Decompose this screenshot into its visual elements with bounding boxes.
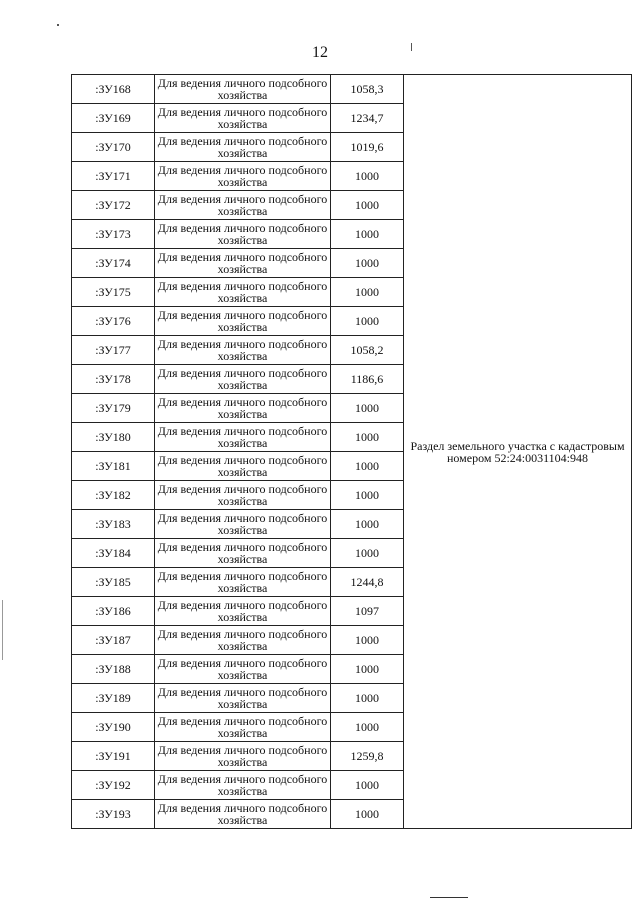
plot-id-cell: :ЗУ183: [72, 510, 155, 539]
plot-area-cell: 1000: [331, 307, 404, 336]
table-row: [72, 75, 632, 104]
plot-id-cell: :ЗУ177: [72, 336, 155, 365]
plot-id-cell: :ЗУ189: [72, 684, 155, 713]
plot-area-cell: 1000: [331, 220, 404, 249]
plot-area-cell: 1000: [331, 191, 404, 220]
scan-speck: [57, 24, 59, 26]
subdivision-note-cell: Раздел земельного участка с кадастровым номером 52:24:0031104:948: [404, 75, 632, 829]
plot-area-cell: 1244,8: [331, 568, 404, 597]
plot-id-cell: :ЗУ172: [72, 191, 155, 220]
plot-id-cell: :ЗУ169: [72, 104, 155, 133]
plot-id-cell: :ЗУ168: [72, 75, 155, 104]
plot-area-cell: 1000: [331, 452, 404, 481]
plot-area-cell: 1000: [331, 249, 404, 278]
plot-area-cell: 1000: [331, 684, 404, 713]
plot-area-cell: 1000: [331, 510, 404, 539]
permitted-use-cell: Для ведения личного подсобного хозяйства: [155, 336, 331, 365]
permitted-use-cell: Для ведения личного подсобного хозяйства: [155, 394, 331, 423]
plot-area-cell: 1000: [331, 481, 404, 510]
plot-area-cell: 1000: [331, 713, 404, 742]
plot-area-cell: 1259,8: [331, 742, 404, 771]
plot-id-cell: :ЗУ187: [72, 626, 155, 655]
plot-id-cell: :ЗУ173: [72, 220, 155, 249]
permitted-use-cell: Для ведения личного подсобного хозяйства: [155, 307, 331, 336]
plot-area-cell: 1019,6: [331, 133, 404, 162]
permitted-use-cell: Для ведения личного подсобного хозяйства: [155, 684, 331, 713]
page-number: 12: [312, 44, 328, 61]
plot-area-cell: 1000: [331, 539, 404, 568]
plot-area-cell: 1058,3: [331, 75, 404, 104]
permitted-use-cell: Для ведения личного подсобного хозяйства: [155, 481, 331, 510]
plot-id-cell: :ЗУ185: [72, 568, 155, 597]
permitted-use-cell: Для ведения личного подсобного хозяйства: [155, 133, 331, 162]
plot-id-cell: :ЗУ190: [72, 713, 155, 742]
permitted-use-cell: Для ведения личного подсобного хозяйства: [155, 220, 331, 249]
scan-speck: [411, 43, 412, 51]
plot-id-cell: :ЗУ186: [72, 597, 155, 626]
permitted-use-cell: Для ведения личного подсобного хозяйства: [155, 539, 331, 568]
plot-id-cell: :ЗУ188: [72, 655, 155, 684]
plot-id-cell: :ЗУ175: [72, 278, 155, 307]
plot-area-cell: 1058,2: [331, 336, 404, 365]
plot-id-cell: :ЗУ170: [72, 133, 155, 162]
plot-area-cell: 1000: [331, 278, 404, 307]
permitted-use-cell: Для ведения личного подсобного хозяйства: [155, 452, 331, 481]
plot-area-cell: 1186,6: [331, 365, 404, 394]
plot-id-cell: :ЗУ176: [72, 307, 155, 336]
plot-area-cell: 1000: [331, 771, 404, 800]
permitted-use-cell: Для ведения личного подсобного хозяйства: [155, 771, 331, 800]
plot-id-cell: :ЗУ191: [72, 742, 155, 771]
permitted-use-cell: Для ведения личного подсобного хозяйства: [155, 423, 331, 452]
plot-id-cell: :ЗУ179: [72, 394, 155, 423]
permitted-use-cell: Для ведения личного подсобного хозяйства: [155, 742, 331, 771]
scan-edge-mark: [2, 600, 3, 660]
scan-underline-mark: [430, 897, 468, 898]
plot-area-cell: 1097: [331, 597, 404, 626]
plot-area-cell: 1000: [331, 423, 404, 452]
plot-area-cell: 1000: [331, 800, 404, 829]
land-plots-table: [71, 74, 632, 829]
permitted-use-cell: Для ведения личного подсобного хозяйства: [155, 249, 331, 278]
plot-area-cell: 1000: [331, 162, 404, 191]
permitted-use-cell: Для ведения личного подсобного хозяйства: [155, 75, 331, 104]
plot-id-cell: :ЗУ184: [72, 539, 155, 568]
plot-area-cell: 1000: [331, 655, 404, 684]
permitted-use-cell: Для ведения личного подсобного хозяйства: [155, 713, 331, 742]
plot-id-cell: :ЗУ174: [72, 249, 155, 278]
plot-id-cell: :ЗУ171: [72, 162, 155, 191]
permitted-use-cell: Для ведения личного подсобного хозяйства: [155, 278, 331, 307]
land-plots-table-body: [72, 75, 632, 829]
permitted-use-cell: Для ведения личного подсобного хозяйства: [155, 655, 331, 684]
permitted-use-cell: Для ведения личного подсобного хозяйства: [155, 597, 331, 626]
plot-id-cell: :ЗУ193: [72, 800, 155, 829]
permitted-use-cell: Для ведения личного подсобного хозяйства: [155, 104, 331, 133]
plot-id-cell: :ЗУ192: [72, 771, 155, 800]
plot-id-cell: :ЗУ181: [72, 452, 155, 481]
permitted-use-cell: Для ведения личного подсобного хозяйства: [155, 800, 331, 829]
plot-area-cell: 1000: [331, 394, 404, 423]
plot-id-cell: :ЗУ178: [72, 365, 155, 394]
plot-area-cell: 1234,7: [331, 104, 404, 133]
plot-id-cell: :ЗУ182: [72, 481, 155, 510]
permitted-use-cell: Для ведения личного подсобного хозяйства: [155, 365, 331, 394]
permitted-use-cell: Для ведения личного подсобного хозяйства: [155, 568, 331, 597]
permitted-use-cell: Для ведения личного подсобного хозяйства: [155, 162, 331, 191]
permitted-use-cell: Для ведения личного подсобного хозяйства: [155, 510, 331, 539]
plot-area-cell: 1000: [331, 626, 404, 655]
plot-id-cell: :ЗУ180: [72, 423, 155, 452]
permitted-use-cell: Для ведения личного подсобного хозяйства: [155, 191, 331, 220]
permitted-use-cell: Для ведения личного подсобного хозяйства: [155, 626, 331, 655]
